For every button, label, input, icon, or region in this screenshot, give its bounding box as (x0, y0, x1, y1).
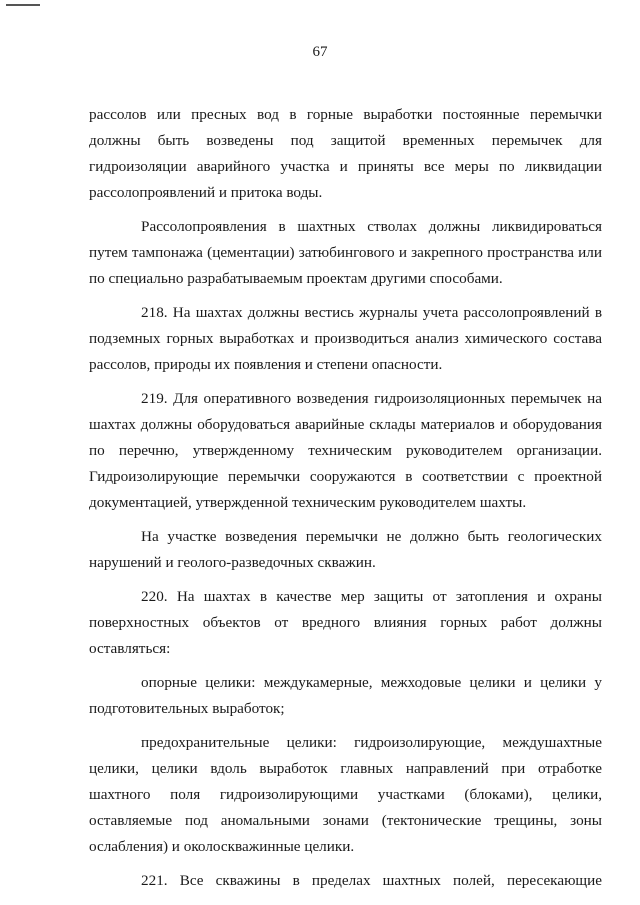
paragraph-bulkhead-site: На участке возведения перемычки не должно быть геологических нарушений и геолого-разведочных скважин. (89, 528, 602, 571)
document-body (89, 102, 602, 894)
paragraph-220: 220. На шахтах в качестве мер защиты от затопления и охраны поверхностных объектов от вредного влияния горных работ должны оставляться: (89, 588, 602, 657)
paragraph-support-pillars: опорные целики: междукамерные, межходовые целики и целики у подготовительных выработок; (89, 674, 602, 717)
paragraph-221: 221. Все скважины в пределах шахтных полей, пересекающие (141, 872, 602, 889)
paragraph-219: 219. Для оперативного возведения гидроизоляционных перемычек на шахтах должны оборудоваться аварийные склады материалов и оборудования по перечню, утвержденному техническим руководителем организации. Гидроизолирующие перемычки сооружаются в соответствии с проектной документацией, утвержденной техническим руководителем шахты. (89, 390, 602, 511)
paragraph-218: 218. На шахтах должны вестись журналы учета рассолопроявлений в подземных горных выработках и производиться анализ химического состава рассолов, природы их появления и степени опасности. (89, 304, 602, 373)
scan-corner-mark (6, 4, 40, 6)
page-number: 67 (312, 44, 328, 60)
paragraph-safety-pillars: предохранительные целики: гидроизолирующие, междушахтные целики, целики вдоль выработок главных направлений при отработке шахтного поля гидроизолирующими участками (блоками), целики, оставляемые под аномальными зонами (тектонические трещины, зоны ослабления) и околоскважинные целики. (89, 734, 602, 855)
paragraph-brine-shafts: Рассолопроявления в шахтных стволах должны ликвидироваться путем тампонажа (цементации) затюбингового и закрепного пространства или по специально разрабатываемым проектам другими способами. (89, 218, 602, 287)
paragraph-continuation: рассолов или пресных вод в горные выработки постоянные перемычки должны быть возведены под защитой временных перемычек для гидроизоляции аварийного участка и приняты все меры по ликвидации рассолопроявлений и притока воды. (89, 106, 602, 201)
